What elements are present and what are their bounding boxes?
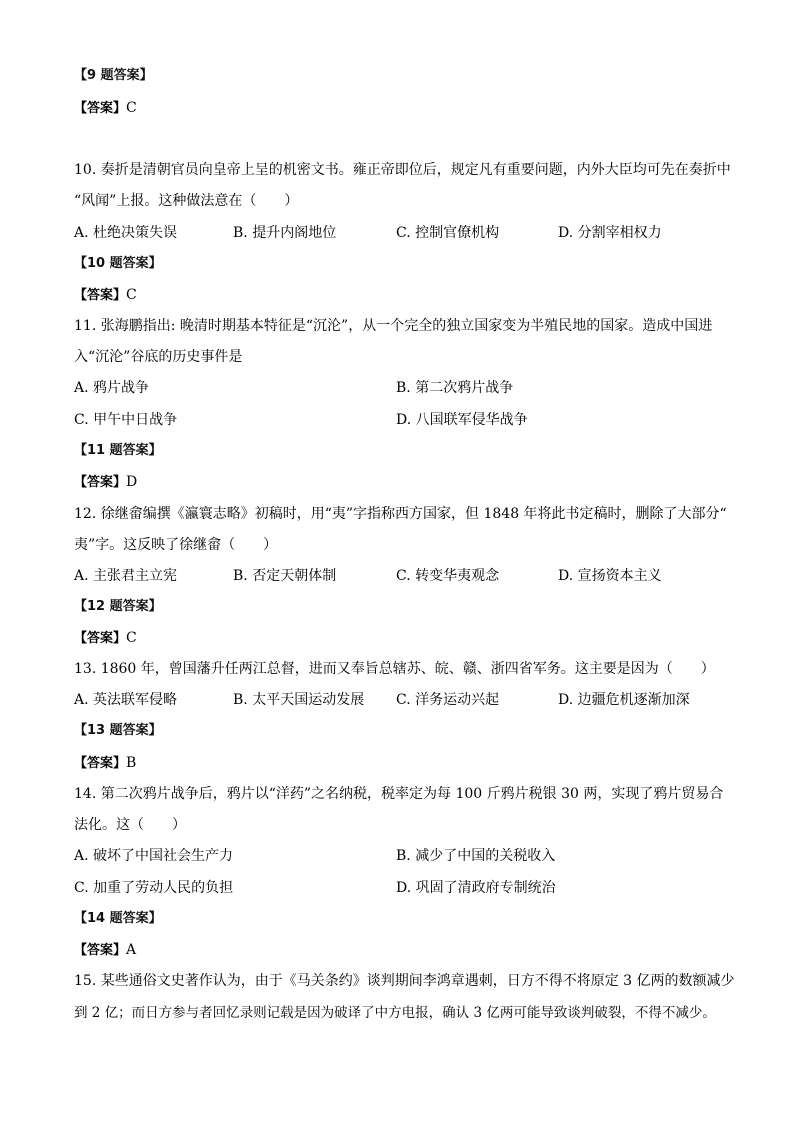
- question-12-option-a: A. 主张君主立宪: [74, 568, 178, 584]
- question-13-option-c: C. 洋务运动兴起: [396, 692, 500, 708]
- answer-value: C: [126, 100, 137, 116]
- answer-label: 【答案】: [74, 101, 127, 116]
- question-13-option-a: A. 英法联军侵略: [74, 692, 178, 708]
- question-10-stem-line-2: “风闻”上报。这种做法意在（ ）: [74, 193, 299, 209]
- question-10-option-a: A. 杜绝决策失误: [74, 225, 178, 241]
- section-10-answer: 【10 题答案】: [74, 256, 162, 271]
- answer-value: D: [126, 474, 138, 490]
- question-10-option-d: D. 分割宰相权力: [558, 225, 662, 241]
- answer-label: 【答案】: [74, 475, 127, 490]
- section-14-answer: 【14 题答案】: [74, 911, 162, 926]
- question-11-option-d: D. 八国联军侵华战争: [396, 412, 528, 428]
- question-10-option-b: B. 提升内阁地位: [233, 225, 337, 241]
- question-12-stem-line-1: 12. 徐继畲编撰《瀛寰志略》初稿时，用“夷”字指称西方国家，但 1848 年将此书定稿时，删除了大部分“: [74, 506, 727, 522]
- question-12-option-d: D. 宣扬资本主义: [558, 568, 662, 584]
- question-13-stem-line-1: 13. 1860 年，曾国藩升任两江总督，进而又奉旨总辖苏、皖、赣、浙四省军务。这主要是因为（ ）: [74, 661, 715, 677]
- question-12-option-b: B. 否定天朝体制: [233, 568, 337, 584]
- question-11-stem-line-2: 入“沉沦”谷底的历史事件是: [74, 349, 243, 365]
- answer-11: [74, 472, 137, 493]
- question-12-stem-line-2: 夷”字。这反映了徐继畲（ ）: [74, 537, 278, 553]
- section-11-answer: 【11 题答案】: [74, 443, 162, 458]
- answer-label: 【答案】: [74, 288, 127, 303]
- answer-14: [74, 940, 136, 961]
- question-10-option-c: C. 控制官僚机构: [396, 225, 500, 241]
- question-15-stem-line-2: 到 2 亿；而日方参与者回忆录则记载是因为破译了中方电报，确认 3 亿两可能导致谈判破裂，不得不减少。: [74, 1005, 716, 1021]
- question-14-option-b: B. 减少了中国的关税收入: [396, 848, 556, 864]
- question-11-option-b: B. 第二次鸦片战争: [396, 380, 514, 396]
- question-12-option-c: C. 转变华夷观念: [396, 568, 500, 584]
- question-10-stem-line-1: 10. 奏折是清朝官员向皇帝上呈的机密文书。雍正帝即位后，规定凡有重要问题，内外大臣均可先在奏折中: [74, 162, 731, 178]
- answer-value: C: [126, 287, 137, 303]
- question-15-stem-line-1: 15. 某些通俗文史著作认为，由于《马关条约》谈判期间李鸿章遇刺，日方不得不将原定 3 亿两的数额减少: [74, 973, 735, 989]
- question-11-option-a: A. 鸦片战争: [74, 380, 150, 396]
- question-11-stem-line-1: 11. 张海鹏指出: 晚清时期基本特征是“沉沦”，从一个完全的独立国家变为半殖民地的国家。造成中国进: [74, 318, 713, 334]
- section-9-answer: 【9 题答案】: [74, 68, 153, 83]
- question-13-option-b: B. 太平天国运动发展: [233, 692, 365, 708]
- answer-label: 【答案】: [74, 943, 127, 958]
- answer-9: [74, 98, 137, 119]
- question-14-option-d: D. 巩固了清政府专制统治: [396, 880, 556, 896]
- answer-label: 【答案】: [74, 756, 127, 771]
- answer-13: [74, 753, 136, 774]
- section-13-answer: 【13 题答案】: [74, 723, 162, 738]
- question-14-stem-line-2: 法化。这（ ）: [74, 817, 186, 833]
- answer-value: C: [126, 630, 137, 646]
- answer-value: B: [126, 755, 137, 771]
- question-11-option-c: C. 甲午中日战争: [74, 412, 178, 428]
- question-13-option-d: D. 边疆危机逐渐加深: [558, 692, 690, 708]
- section-12-answer: 【12 题答案】: [74, 599, 162, 614]
- question-14-stem-line-1: 14. 第二次鸦片战争后，鸦片以“洋药”之名纳税，税率定为每 100 斤鸦片税银 30 两，实现了鸦片贸易合: [74, 786, 724, 802]
- answer-value: A: [126, 942, 137, 958]
- question-14-option-c: C. 加重了劳动人民的负担: [74, 880, 234, 896]
- answer-12: [74, 628, 137, 649]
- question-14-option-a: A. 破坏了中国社会生产力: [74, 848, 234, 864]
- answer-label: 【答案】: [74, 631, 127, 646]
- answer-10: [74, 285, 137, 306]
